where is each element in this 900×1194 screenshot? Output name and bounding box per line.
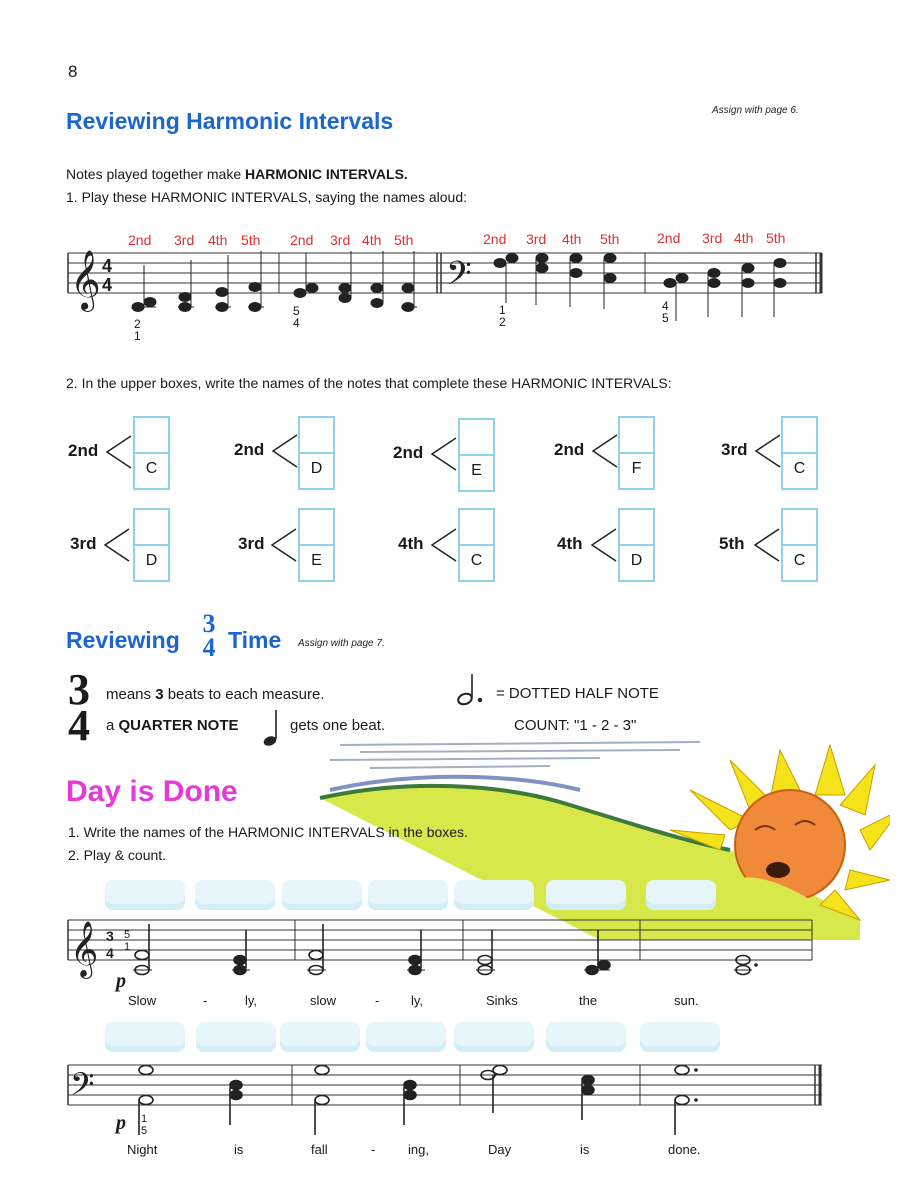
section-title-34-b: Time <box>228 627 282 653</box>
given-note: D <box>145 552 158 569</box>
answer-box-r1-4[interactable] <box>618 416 655 490</box>
step2-text: 2. In the upper boxes, write the names of the notes that complete these HARMONIC INTERVALS: <box>66 375 672 391</box>
section-title-harmonic: Reviewing Harmonic Intervals <box>66 108 394 134</box>
treble-clef-icon: 𝄞 <box>70 251 101 309</box>
song-finger-top: 5 <box>124 929 131 941</box>
lyric-word: Night <box>127 1142 158 1157</box>
lyric-word: Sinks <box>486 993 518 1008</box>
interval-label-r1-3: 2nd <box>393 443 424 462</box>
given-note: E <box>311 552 322 569</box>
lyric-hyphen: - <box>371 1142 376 1157</box>
time-sig-bottom: 4 <box>102 275 113 295</box>
bracket-icon <box>101 525 131 565</box>
fingering-4-top: 4 <box>662 299 669 313</box>
label-5th-a: 5th <box>241 232 261 248</box>
label-5th-d: 5th <box>766 230 786 246</box>
fingering-1-top: 2 <box>134 317 141 331</box>
answer-cloud-box[interactable] <box>640 1022 720 1052</box>
answer-box-r1-3[interactable] <box>458 418 495 492</box>
answer-cloud-box[interactable] <box>546 880 626 910</box>
interval-label-r2-4: 4th <box>557 534 583 553</box>
answer-box-r1-5[interactable] <box>781 416 818 490</box>
bass-finger-top: 1 <box>141 1113 148 1125</box>
song-bass-staff <box>60 1055 830 1135</box>
answer-box-r2-4[interactable] <box>618 508 655 582</box>
song-step2: 2. Play & count. <box>68 847 167 863</box>
lyric-word: slow <box>310 993 337 1008</box>
assign-note-2: Assign with page 7. <box>298 638 385 649</box>
bracket-icon <box>752 431 782 471</box>
answer-cloud-box[interactable] <box>368 880 448 910</box>
answer-cloud-box[interactable] <box>646 880 716 910</box>
dynamic-mark-1: p <box>116 970 126 992</box>
label-4th-d: 4th <box>734 230 754 246</box>
label-3rd-b: 3rd <box>330 232 351 248</box>
lyric-word: done. <box>668 1142 701 1157</box>
meaning-line-2-post: gets one beat. <box>290 717 386 734</box>
bracket-icon <box>588 525 618 565</box>
bracket-icon <box>268 525 298 565</box>
song-title: Day is Done <box>66 775 238 808</box>
dotted-half-definition: = DOTTED HALF NOTE <box>496 685 659 702</box>
lyric-word: ing, <box>408 1142 429 1157</box>
dynamic-mark-2: p <box>116 1112 126 1134</box>
lyric-word: Day <box>488 1142 512 1157</box>
fingering-2-bottom: 4 <box>293 316 300 330</box>
count-text: COUNT: "1 - 2 - 3" <box>514 717 637 734</box>
bracket-icon <box>103 432 133 472</box>
fingering-3-top: 1 <box>499 303 506 317</box>
title-timesig-top: 3 <box>202 609 216 638</box>
lyric-word: fall <box>311 1142 328 1157</box>
answer-box-r2-3[interactable] <box>458 508 495 582</box>
bracket-icon <box>589 431 619 471</box>
meaning-line-1 <box>106 686 324 703</box>
label-2nd-b: 2nd <box>290 232 314 248</box>
label-5th-c: 5th <box>600 231 620 247</box>
answer-cloud-box[interactable] <box>196 1022 276 1052</box>
lyric-word: Slow <box>128 993 157 1008</box>
quarter-note-icon <box>262 708 282 748</box>
step1-text: 1. Play these HARMONIC INTERVALS, saying the names aloud: <box>66 189 467 205</box>
meaning-line-2 <box>106 717 239 734</box>
answer-box-r1-1[interactable] <box>133 416 170 490</box>
lyric-word: is <box>580 1142 590 1157</box>
page-number: 8 <box>68 62 78 81</box>
section-title-timesig <box>198 609 220 662</box>
song-treble-staff <box>60 910 820 990</box>
answer-cloud-box[interactable] <box>366 1022 446 1052</box>
interval-label-r2-3: 4th <box>398 534 424 553</box>
bass-finger-bottom: 5 <box>141 1125 148 1137</box>
meaning-1-pre: means <box>106 686 156 703</box>
given-note: E <box>471 462 482 479</box>
song-step1: 1. Write the names of the HARMONIC INTERVALS in the boxes. <box>68 824 468 840</box>
bracket-icon <box>428 525 458 565</box>
meaning-2-bold: QUARTER NOTE <box>118 717 239 734</box>
interval-label-r2-2: 3rd <box>238 534 265 553</box>
answer-cloud-box[interactable] <box>454 1022 534 1052</box>
lyric-hyphen: - <box>375 993 380 1008</box>
answer-cloud-box[interactable] <box>546 1022 626 1052</box>
bass-clef-icon: 𝄢 <box>70 1068 95 1110</box>
title-timesig-bottom: 4 <box>202 633 216 662</box>
given-note: F <box>631 460 642 477</box>
label-3rd-d: 3rd <box>702 230 723 246</box>
bracket-icon <box>751 525 781 565</box>
interval-label-r1-4: 2nd <box>554 440 585 459</box>
meaning-1-post: beats to each measure. <box>163 686 325 703</box>
answer-box-r2-5[interactable] <box>781 508 818 582</box>
fingering-1-bottom: 1 <box>134 329 141 343</box>
label-2nd-a: 2nd <box>128 232 152 248</box>
given-note: C <box>145 460 158 477</box>
bracket-icon <box>269 431 299 471</box>
fingering-4-bottom: 5 <box>662 311 669 325</box>
meaning-1-bold: 3 <box>155 686 164 703</box>
answer-box-r1-2[interactable] <box>298 416 335 490</box>
given-note: D <box>630 552 643 569</box>
lyric-hyphen: - <box>203 993 208 1008</box>
time-sig-top: 4 <box>102 256 113 276</box>
section-title-34-a: Reviewing <box>66 627 180 653</box>
label-2nd-d: 2nd <box>657 230 681 246</box>
answer-box-r2-1[interactable] <box>133 508 170 582</box>
big-timesig-bottom: 4 <box>68 701 90 750</box>
song-time-top: 3 <box>106 928 114 944</box>
label-3rd-c: 3rd <box>526 231 547 247</box>
answer-cloud-box[interactable] <box>105 1022 185 1052</box>
label-4th-a: 4th <box>208 232 228 248</box>
bass-fingering <box>141 1113 147 1137</box>
fingering-1 <box>134 318 141 342</box>
interval-label-r2-1: 3rd <box>70 534 97 553</box>
lyric-word: ly, <box>245 993 258 1008</box>
answer-cloud-box[interactable] <box>105 880 185 910</box>
lyric-word: is <box>234 1142 244 1157</box>
label-2nd-c: 2nd <box>483 231 507 247</box>
answer-box-r2-2[interactable] <box>298 508 335 582</box>
lyric-word: ly, <box>411 993 424 1008</box>
interval-label-r1-5: 3rd <box>721 440 748 459</box>
given-note: C <box>793 460 806 477</box>
label-5th-b: 5th <box>394 232 414 248</box>
answer-cloud-box[interactable] <box>280 1022 360 1052</box>
lyric-word: sun. <box>674 993 699 1008</box>
given-note: C <box>793 552 806 569</box>
answer-cloud-box[interactable] <box>195 880 275 910</box>
assign-note-1: Assign with page 6. <box>712 105 799 116</box>
given-note: D <box>310 460 323 477</box>
intro-bold: HARMONIC INTERVALS. <box>245 166 408 182</box>
given-note: C <box>470 552 483 569</box>
interval-label-r1-2: 2nd <box>234 440 265 459</box>
fingering-3 <box>499 304 506 328</box>
interval-label-r2-5: 5th <box>719 534 745 553</box>
treble-clef-icon: 𝄞 <box>70 923 99 976</box>
fingering-2-top: 5 <box>293 304 300 318</box>
answer-cloud-box[interactable] <box>282 880 362 910</box>
label-3rd-a: 3rd <box>174 232 195 248</box>
fingering-2 <box>293 305 300 329</box>
answer-cloud-box[interactable] <box>454 880 534 910</box>
dotted-half-note-icon <box>455 673 495 709</box>
lyric-word: the <box>579 993 598 1008</box>
meaning-2-pre: a <box>106 717 119 734</box>
intro-plain: Notes played together make <box>66 166 245 182</box>
bracket-icon <box>428 434 458 474</box>
bass-clef-icon: 𝄢 <box>446 256 472 300</box>
big-time-signature <box>68 665 90 750</box>
song-time-bottom: 4 <box>106 945 114 961</box>
fingering-3-bottom: 2 <box>499 315 506 329</box>
interval-label-r1-1: 2nd <box>68 441 99 460</box>
fingering-4 <box>662 300 669 324</box>
label-4th-c: 4th <box>562 231 582 247</box>
big-timesig-top: 3 <box>68 665 90 714</box>
intro-text <box>66 166 408 182</box>
label-4th-b: 4th <box>362 232 382 248</box>
song-finger-bottom: 1 <box>124 941 131 953</box>
